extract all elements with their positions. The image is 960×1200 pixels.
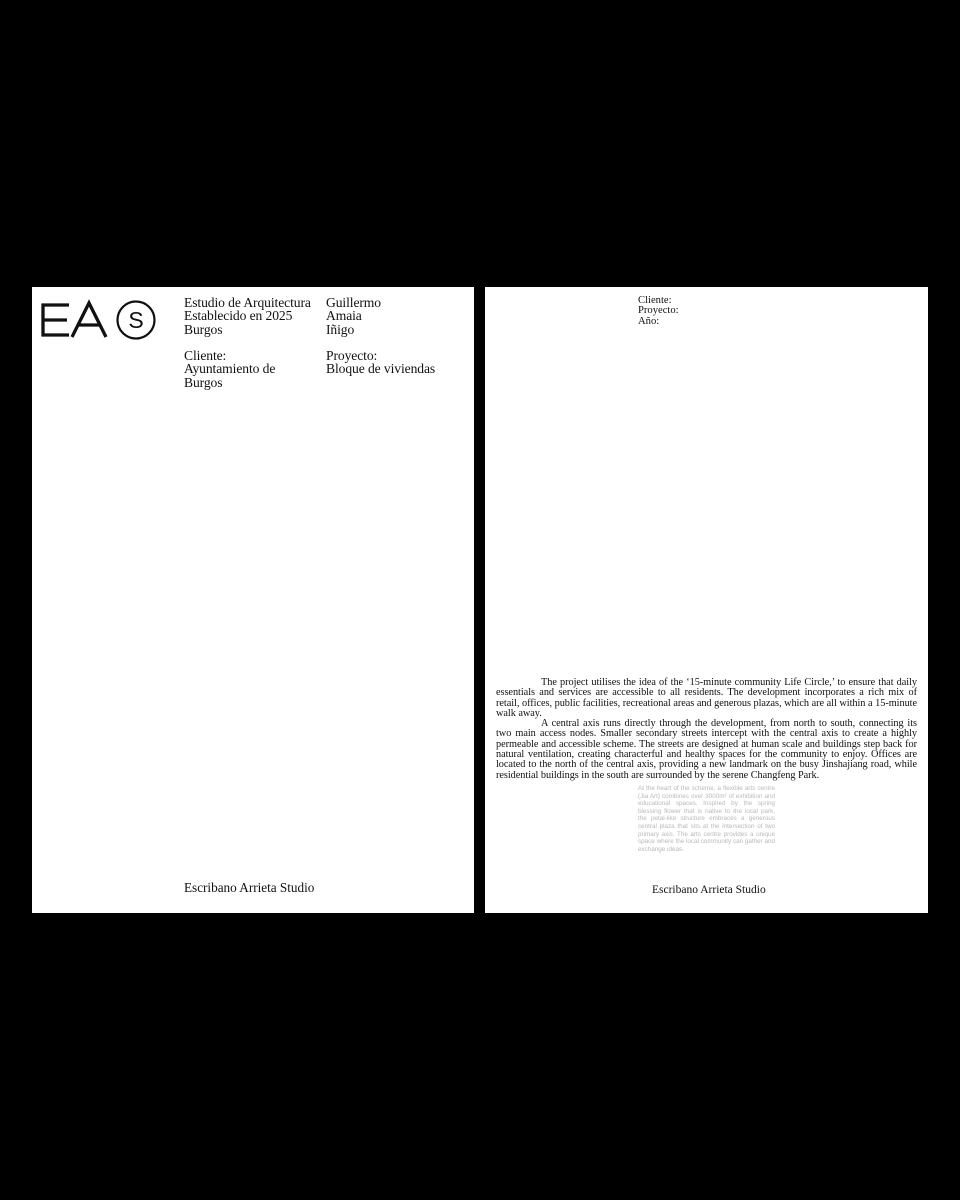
side-note: At the heart of the scheme, a flexible arts centre (Jia Art) combines over 3000m² of exhibition and educational spaces. Inspired by the spring blessing flower that is native to the local park, the petal-like structure embraces a generous central plaza that sits at the intersection of two primary axis. The arts centre provides a unique space where the local community can gather and exchange ideas. xyxy=(638,785,775,853)
studio-footer: Escribano Arrieta Studio xyxy=(184,880,315,895)
year-label: Año: xyxy=(638,315,660,327)
body-paragraph: The project utilises the idea of the ‘15-minute community Life Circle,’ to ensure that daily essentials and services are accessible to all residents. The development incorporates a rich mix of retail, offices, public facilities, recreational areas and generous plazas, which are all within a 15-minute walk away. xyxy=(496,677,917,719)
meta-block xyxy=(638,296,679,327)
project-block xyxy=(326,349,435,376)
team-member: Guillermo xyxy=(326,295,381,310)
letterhead-page-left xyxy=(32,287,474,913)
svg-text:S: S xyxy=(128,307,144,333)
project-label: Proyecto: xyxy=(638,305,679,317)
studio-info xyxy=(184,296,311,336)
studio-type: Estudio de Arquitectura xyxy=(184,295,311,310)
client-block xyxy=(184,349,314,389)
team-member: Iñigo xyxy=(326,321,355,337)
studio-footer: Escribano Arrieta Studio xyxy=(652,884,766,896)
eas-logo-icon xyxy=(41,296,159,340)
client-value: Ayuntamiento de Burgos xyxy=(184,361,276,390)
project-value: Bloque de viviendas xyxy=(326,361,436,377)
project-label: Proyecto: xyxy=(326,348,378,363)
body-paragraph: A central axis runs directly through the development, from north to south, connecting its two main access nodes. Smaller secondary streets intercept with the central axis to create a highly permeable and accessible scheme. The streets are designed at human scale and buildings step back for natural ventilation, creating characterful and healthy spaces for the community to enjoy. Offices are located to the north of the central axis, providing a new landmark on the busy Jinshajiang road, while residential buildings in the south are surrounded by the serene Changfeng Park. xyxy=(496,718,917,781)
client-label: Cliente: xyxy=(638,295,672,306)
letterhead-page-right xyxy=(485,287,928,913)
body-text xyxy=(496,678,917,781)
team-member: Amaia xyxy=(326,308,362,324)
studio-city: Burgos xyxy=(184,321,223,337)
client-label: Cliente: xyxy=(184,348,227,363)
studio-established: Establecido en 2025 xyxy=(184,308,293,324)
team-list xyxy=(326,296,381,336)
